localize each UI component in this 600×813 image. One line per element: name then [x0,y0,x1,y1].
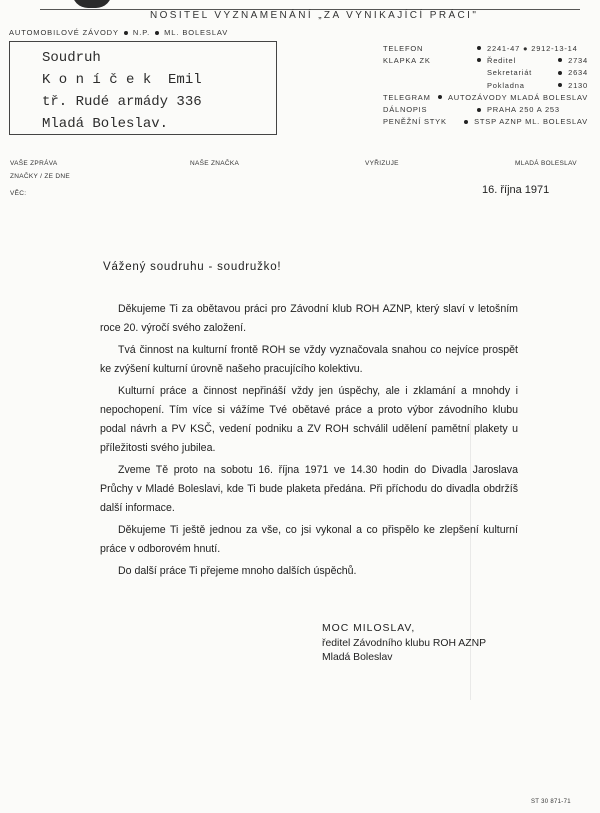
paragraph: Zveme Tě proto na sobotu 16. října 1971 ve 14.30 hodin do Divadla Jaroslava Průchy v Mladé Boleslavi, kde Ti bude plaketa předána. Při příchodu do divadla obdržíš další informace. [100,464,518,514]
company-name: AUTOMOBILOVÉ ZÁVODY N.P. ML. BOLESLAV [9,28,229,37]
recipient-street: tř. Rudé armády 336 [42,94,202,110]
letter-body [100,300,518,584]
recipient-address-box [9,41,277,135]
paragraph: Do další práce Ti přejeme mnoho dalších úspěchů. [118,565,357,577]
recipient-line: Soudruh [42,50,101,66]
recipient-city: Mladá Boleslav. [42,116,169,132]
signature-block [322,622,486,666]
paragraph: Děkujeme Ti ještě jednou za vše, co jsi vykonal a co přispělo ke zlepšení kulturní práce v odborovém hnutí. [100,524,518,555]
show-through-text [291,97,315,106]
recipient-name: K o n í č e k Emil [42,72,202,88]
form-code: ST 30 871-71 [531,799,571,805]
greeting: Vážený soudruhu - soudružko! [103,261,282,273]
paragraph: Tvá činnost na kulturní frontě ROH se vždy vyznačovala snahou co nejvíce prospět ke zvýšení kulturní úrovně našeho pracujícího kolektivu. [100,344,518,375]
company-logo [72,0,112,8]
ref-znacky: ZNAČKY / ZE DNE [10,173,71,180]
contact-block: TELEFON 2241-47 ● 2912-13-14 KLAPKA ZK Ředitel 2734 Sekretariát 2634 Pokladna 2130 TELEGRAM AUTOZÁVODY MLADÁ BOLESLAV DÁLNOPIS PRAHA 250 A 253 PENĚŽNÍ STYK STSP AZNP ML. BOLESLAV [383,43,588,127]
ref-vyrizuje: VYŘIZUJE [365,160,399,167]
signer-name: MOC MILOSLAV, [322,623,416,634]
ref-mesto: MLADÁ BOLESLAV [515,160,577,167]
paragraph: Děkujeme Ti za obětavou práci pro Závodní klub ROH AZNP, který slaví v letošním roce 20. výročí svého založení. [100,303,518,334]
ref-vase-zprava: VAŠE ZPRÁVA [10,160,58,167]
signer-title: ředitel Závodního klubu ROH AZNP [322,637,487,649]
signer-city: Mladá Boleslav [322,652,393,664]
telefon-value: 2241-47 ● 2912-13-14 [487,43,578,53]
award-title: NOSITEL VYZNAMENÁNÍ „ZA VYNIKAJÍCÍ PRÁCI" [150,10,479,21]
paragraph: Kulturní práce a činnost nepřináší vždy jen úspěchy, ale i zklamání a mnohdy i nepochopení. Tím více si vážíme Tvé obětavé práce a proto výbor závodního klubu podal návrh a PV KSČ, vedení podniku a ZV ROH schválil udělení pamětní plakety u příležitosti svého jubilea. [100,385,518,454]
letter-date: 16. října 1971 [482,184,550,196]
ref-vec: VĚC: [10,190,27,197]
ref-nase-znacka: NAŠE ZNAČKA [190,160,240,167]
